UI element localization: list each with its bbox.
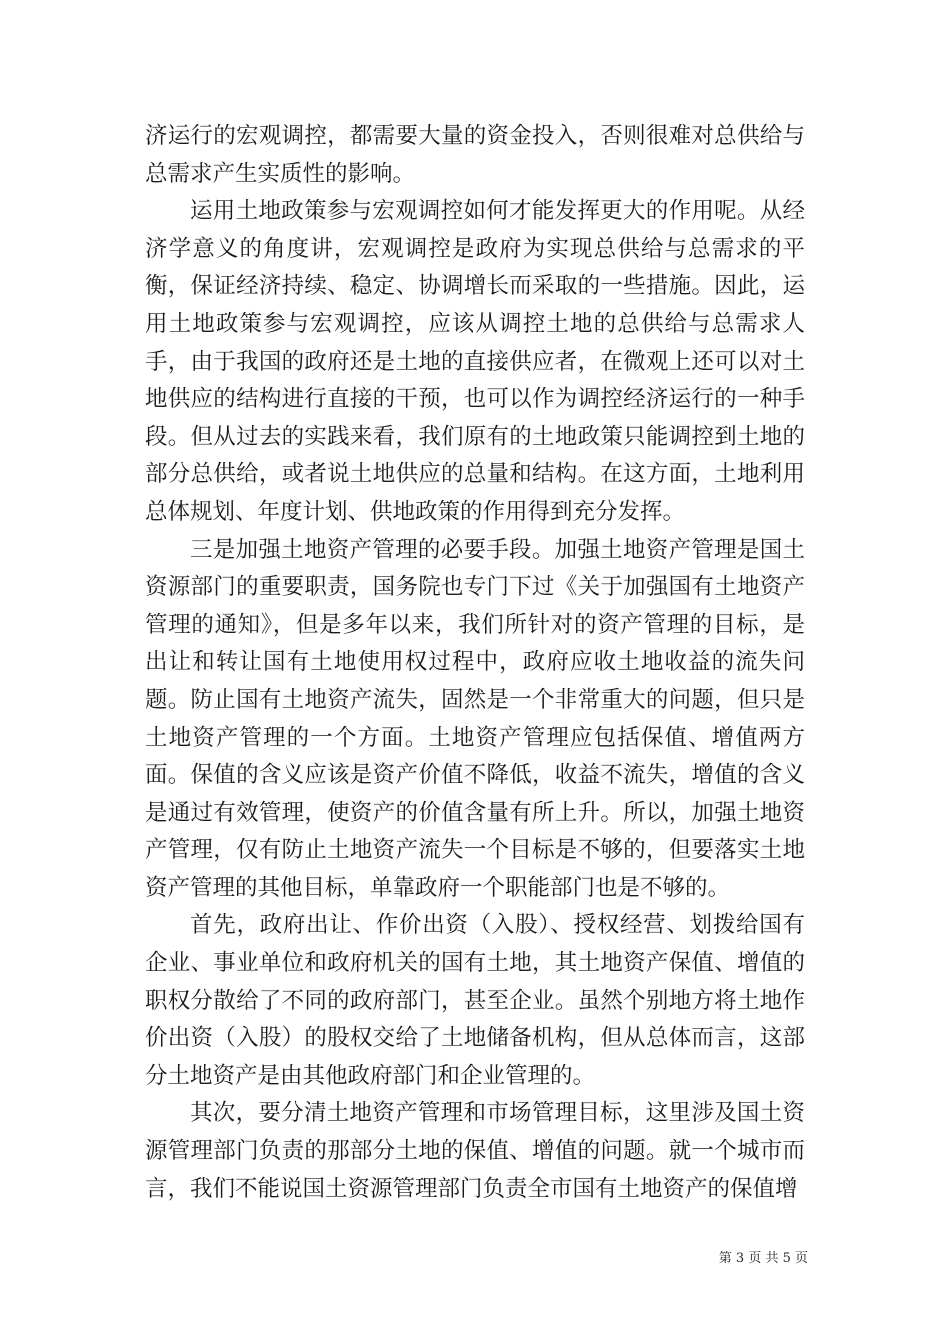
paragraph-second-point: 其次，要分清土地资产管理和市场管理目标，这里涉及国土资源管理部门负责的那部分土地的保值、增值的问题。就一个城市而言，我们不能说国土资源管理部门负责全市国有土地资产的保值增 bbox=[145, 1100, 805, 1202]
document-body bbox=[145, 118, 805, 1208]
paragraph-asset-management: 三是加强土地资产管理的必要手段。加强土地资产管理是国土资源部门的重要职责，国务院也专门下过《关于加强国有土地资产管理的通知》，但是多年以来，我们所针对的资产管理的目标，是出让和转让国有土地使用权过程中，政府应收土地收益的流失问题。防止国有土地资产流失，固然是一个非常重大的问题，但只是土地资产管理的一个方面。土地资产管理应包括保值、增值两方面。保值的含义应该是资产价值不降低，收益不流失，增值的含义是通过有效管理，使资产的价值含量有所上升。所以，加强土地资产管理，仅有防止土地资产流失一个目标是不够的，但要落实土地资产管理的其他目标，单靠政府一个职能部门也是不够的。 bbox=[145, 536, 805, 901]
paragraph-first-point: 首先，政府出让、作价出资（入股）、授权经营、划拨给国有企业、事业单位和政府机关的国有土地，其土地资产保值、增值的职权分散给了不同的政府部门，甚至企业。虽然个别地方将土地作价出资（入股）的股权交给了土地储备机构，但从总体而言，这部分土地资产是由其他政府部门和企业管理的。 bbox=[145, 912, 805, 1089]
paragraph-macro-control: 运用土地政策参与宏观调控如何才能发挥更大的作用呢。从经济学意义的角度讲，宏观调控是政府为实现总供给与总需求的平衡，保证经济持续、稳定、协调增长而采取的一些措施。因此，运用土地政策参与宏观调控，应该从调控土地的总供给与总需求人手，由于我国的政府还是土地的直接供应者，在微观上还可以对土地供应的结构进行直接的干预，也可以作为调控经济运行的一种手段。但从过去的实践来看，我们原有的土地政策只能调控到土地的部分总供给，或者说土地供应的总量和结构。在这方面，土地利用总体规划、年度计划、供地政策的作用得到充分发挥。 bbox=[145, 198, 805, 525]
paragraph-continuation: 济运行的宏观调控，都需要大量的资金投入，否则很难对总供给与总需求产生实质性的影响。 bbox=[145, 123, 805, 187]
page-number: 第 3 页 共 5 页 bbox=[718, 1251, 808, 1266]
